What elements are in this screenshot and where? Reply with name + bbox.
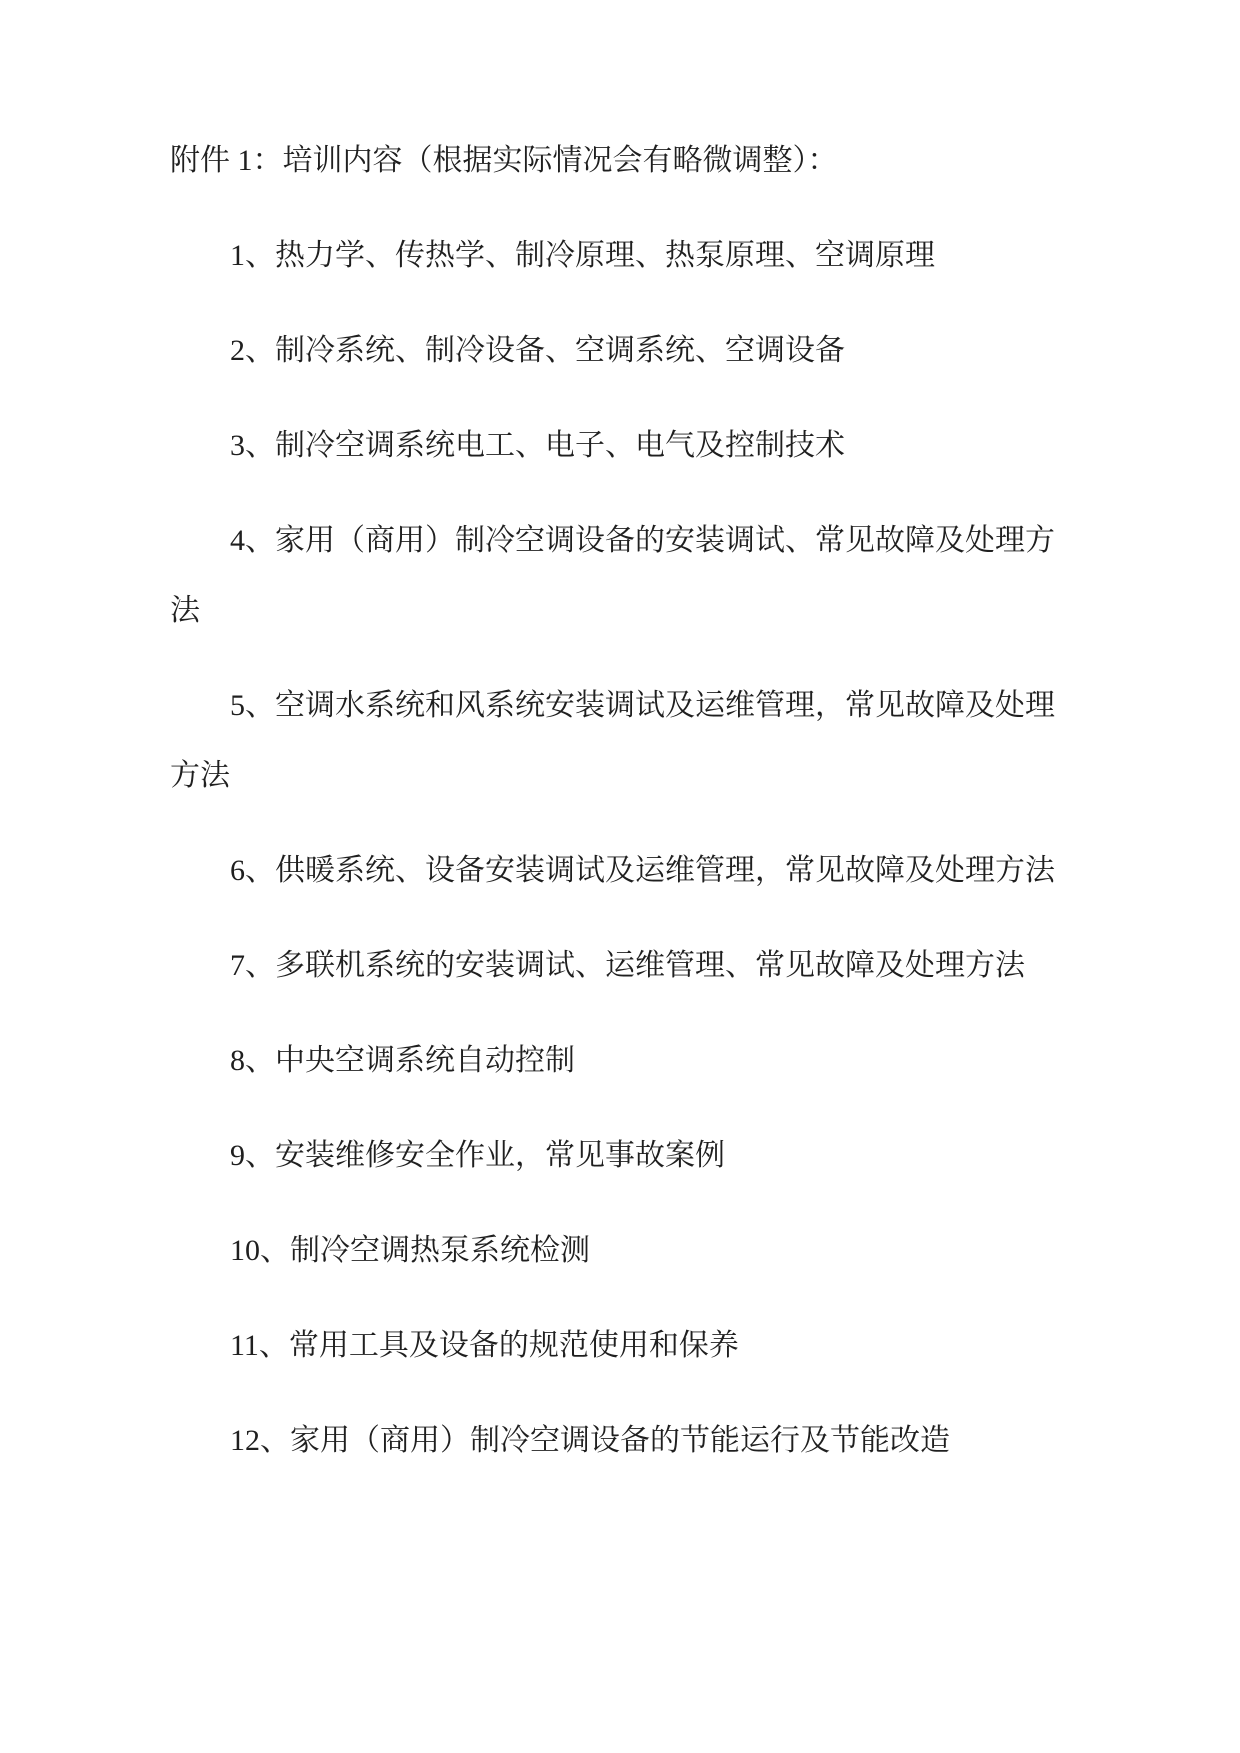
list-item: 8、中央空调系统自动控制 xyxy=(230,1044,575,1077)
list-item: 1、热力学、传热学、制冷原理、热泵原理、空调原理 xyxy=(230,239,935,272)
list-item: 4、家用（商用）制冷空调设备的安装调试、常见故障及处理方法 xyxy=(170,524,1055,627)
list-item: 9、安装维修安全作业，常见事故案例 xyxy=(230,1139,725,1172)
list-item: 7、多联机系统的安装调试、运维管理、常见故障及处理方法 xyxy=(230,949,1025,982)
list-item: 3、制冷空调系统电工、电子、电气及控制技术 xyxy=(230,429,845,462)
list-item: 12、家用（商用）制冷空调设备的节能运行及节能改造 xyxy=(230,1424,950,1457)
list-item: 6、供暖系统、设备安装调试及运维管理，常见故障及处理方法 xyxy=(230,854,1055,887)
list-item: 11、常用工具及设备的规范使用和保养 xyxy=(230,1329,739,1362)
list-item: 2、制冷系统、制冷设备、空调系统、空调设备 xyxy=(230,334,845,367)
list-item: 10、制冷空调热泵系统检测 xyxy=(230,1234,590,1267)
document-title: 附件 1：培训内容（根据实际情况会有略微调整）： xyxy=(170,144,838,177)
list-item: 5、空调水系统和风系统安装调试及运维管理，常见故障及处理方法 xyxy=(170,689,1055,792)
